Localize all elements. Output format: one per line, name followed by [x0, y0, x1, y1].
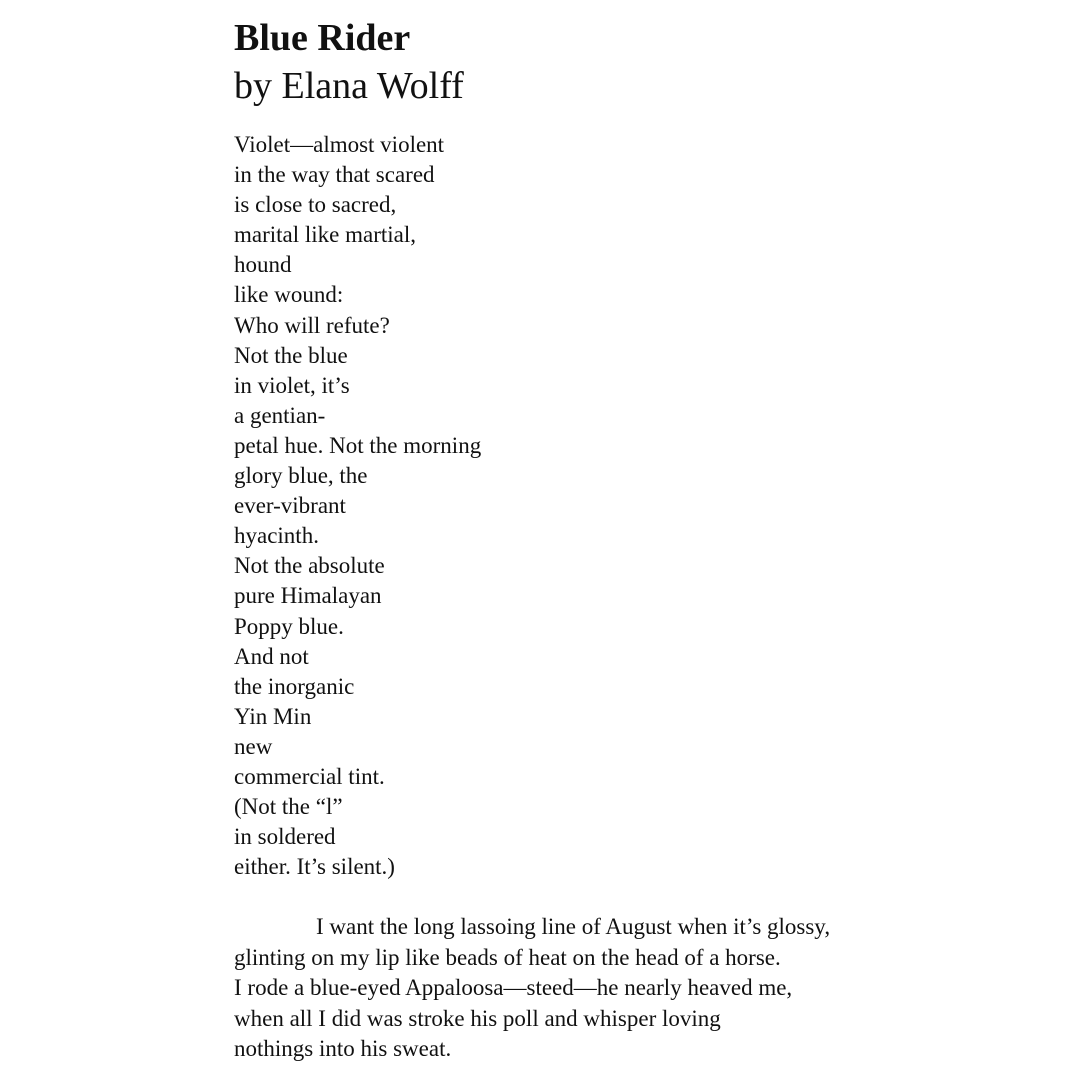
verse-line: commercial tint. [234, 763, 385, 789]
verse-line: a gentian- [234, 402, 326, 428]
verse-line: petal hue. Not the morning [234, 432, 482, 458]
verse-line: Poppy blue. [234, 613, 344, 639]
verse-line: ever-vibrant [234, 493, 346, 519]
verse-line: new [234, 733, 273, 759]
verse-line: in violet, it’s [234, 372, 350, 398]
poem-title: Blue Rider [234, 17, 411, 59]
verse-line: the inorganic [234, 673, 355, 699]
poem-verse [234, 130, 481, 882]
verse-line: marital like martial, [234, 222, 417, 248]
verse-line: (Not the “l” [234, 794, 343, 820]
verse-line: hyacinth. [234, 523, 319, 549]
prose-line: glinting on my lip like beads of heat on the head of a horse. [234, 944, 781, 970]
verse-line: Not the absolute [234, 553, 385, 579]
verse-line: pure Himalayan [234, 583, 382, 609]
verse-line: Violet—almost violent [234, 132, 445, 157]
verse-line: in soldered [234, 824, 336, 850]
verse-line: glory blue, the [234, 463, 368, 489]
author-byline: by Elana Wolff [234, 65, 464, 107]
prose-line: I rode a blue-eyed Appaloosa—steed—he nearly heaved me, [234, 975, 793, 1000]
verse-line: Who will refute? [234, 312, 390, 338]
verse-line: hound [234, 252, 292, 278]
prose-line: I want the long lassoing line of August when it’s glossy, [316, 914, 831, 939]
verse-line: Yin Min [234, 703, 312, 729]
prose-line: when all I did was stroke his poll and whisper loving [234, 1005, 721, 1031]
prose-line: nothings into his sweat. [234, 1036, 452, 1061]
verse-line: And not [234, 643, 309, 669]
verse-line: Not the blue [234, 342, 348, 368]
verse-line: either. It’s silent.) [234, 854, 395, 880]
prose-paragraph [234, 912, 830, 1065]
verse-line: is close to sacred, [234, 192, 397, 218]
verse-line: in the way that scared [234, 162, 435, 188]
verse-line: like wound: [234, 282, 344, 308]
